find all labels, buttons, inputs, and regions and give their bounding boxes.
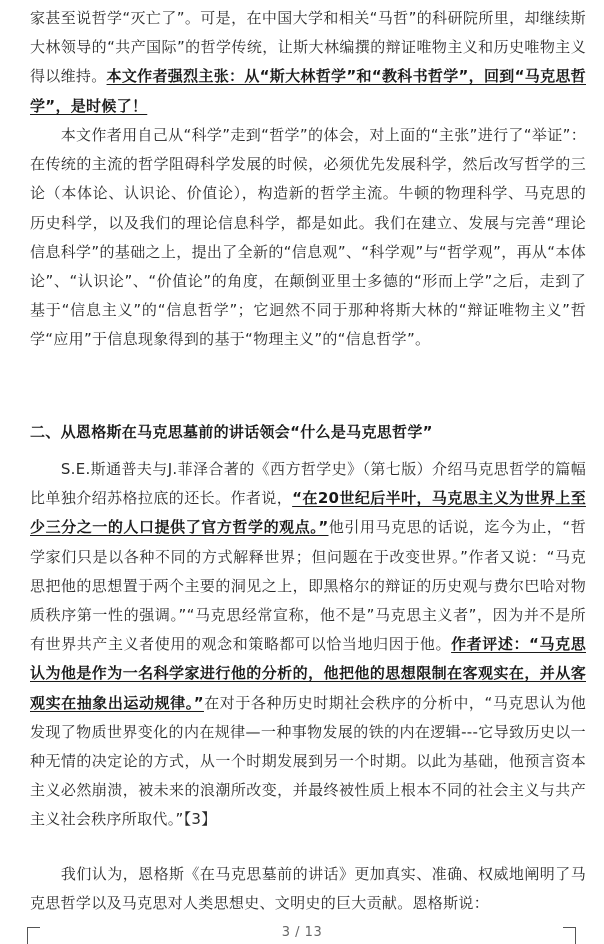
paragraph-text: 我们认为，恩格斯《在马克思墓前的讲话》更加真实、准确、权威地阐明了马克思哲学以及马克思对人类思想史、文明史的巨大贡献。恩格斯说： — [30, 865, 586, 913]
paragraph-text: 他引用马克思的话说，迄今为止，“哲学家们只是以各种不同的方式解释世界；但问题在于改变世界。”作者又说：“马克思把他的思想置于两个主要的洞见之上，即黑格尔的辩证的历史观与费尔巴哈对物质秩序第一性的强调。”“马克思经常宣称，他不是”马克思主义者”，因为并不是所有世界共产主义者使用的观念和策略都可以恰当地归因于他。 — [30, 518, 586, 654]
author-comment-emphasis: 作者评述：“马克思认为他是作为一名科学家进行他的分析的，他把他的思想限制在客观实在，并从客观实在抽象出运动规律。” — [30, 635, 586, 712]
paragraph-text: S.E.斯通普夫与J.菲泽合著的《西方哲学史》（第七版）介绍马克思哲学的篇幅比单独介绍苏格拉底的还长。作者说， — [30, 460, 586, 508]
paragraph-text: 在对于各种历史时期社会秩序的分析中，“马克思认为他发现了物质世界变化的内在规律—一种事物发展的铁的内在逻辑---它导致历史以一种无情的决定论的方式，从一个时期发展到另一个时期。以此为基础，他预言资本主义必然崩溃，被未来的浪潮所改变，并最终被性质上根本不同的社会主义与共产主义社会秩序所取代。”【3】 — [30, 693, 586, 829]
paragraph-western-philosophy — [30, 455, 586, 835]
paragraph-text: 家甚至说哲学“灭亡了”。可是，在中国大学和相关“马哲”的科研院所里，却继续斯大林领导的“共产国际”的哲学传统，让斯大林编撰的辩证唯物主义和历史唯物主义得以维持。 — [30, 9, 586, 86]
paragraph-text: 本文作者用自己从“科学”走到“哲学”的体会，对上面的“主张”进行了“举证”：在传统的主流的哲学阻碍科学发展的时候，必须优先发展科学，然后改写哲学的三论（本体论、认识论、价值论），构造新的哲学主流。牛顿的物理科学、马克思的历史科学，以及我们的理论信息科学，都是如此。我们在建立、发展与完善“理论信息科学”的基础之上，提出了全新的“信息观”、“科学观”与“哲学观”，再从“本体论”、“认识论”、“价值论”的角度，在颠倒亚里士多德的“形而上学”之后，走到了基于“信息主义”的“信息哲学”；它迥然不同于那种将斯大林的“辩证唯物主义”哲学“应用”于信息现象得到的基于“物理主义”的“信息哲学”。 — [30, 126, 586, 349]
quote-emphasis: “在20世纪后半叶，马克思主义为世界上至少三分之一的人口提供了官方哲学的观点。” — [30, 489, 586, 537]
section-heading: 二、从恩格斯在马克思墓前的讲话领会“什么是马克思哲学” — [30, 423, 433, 441]
paragraph-engels — [30, 860, 586, 918]
author-claim-emphasis: 本文作者强烈主张：从“斯大林哲学”和“教科书哲学”，回到“马克思哲学”，是时候了！ — [30, 67, 586, 115]
paragraph-evidence — [30, 121, 586, 355]
page-number: 3 / 13 — [281, 925, 323, 940]
paragraph-intro — [30, 4, 586, 121]
